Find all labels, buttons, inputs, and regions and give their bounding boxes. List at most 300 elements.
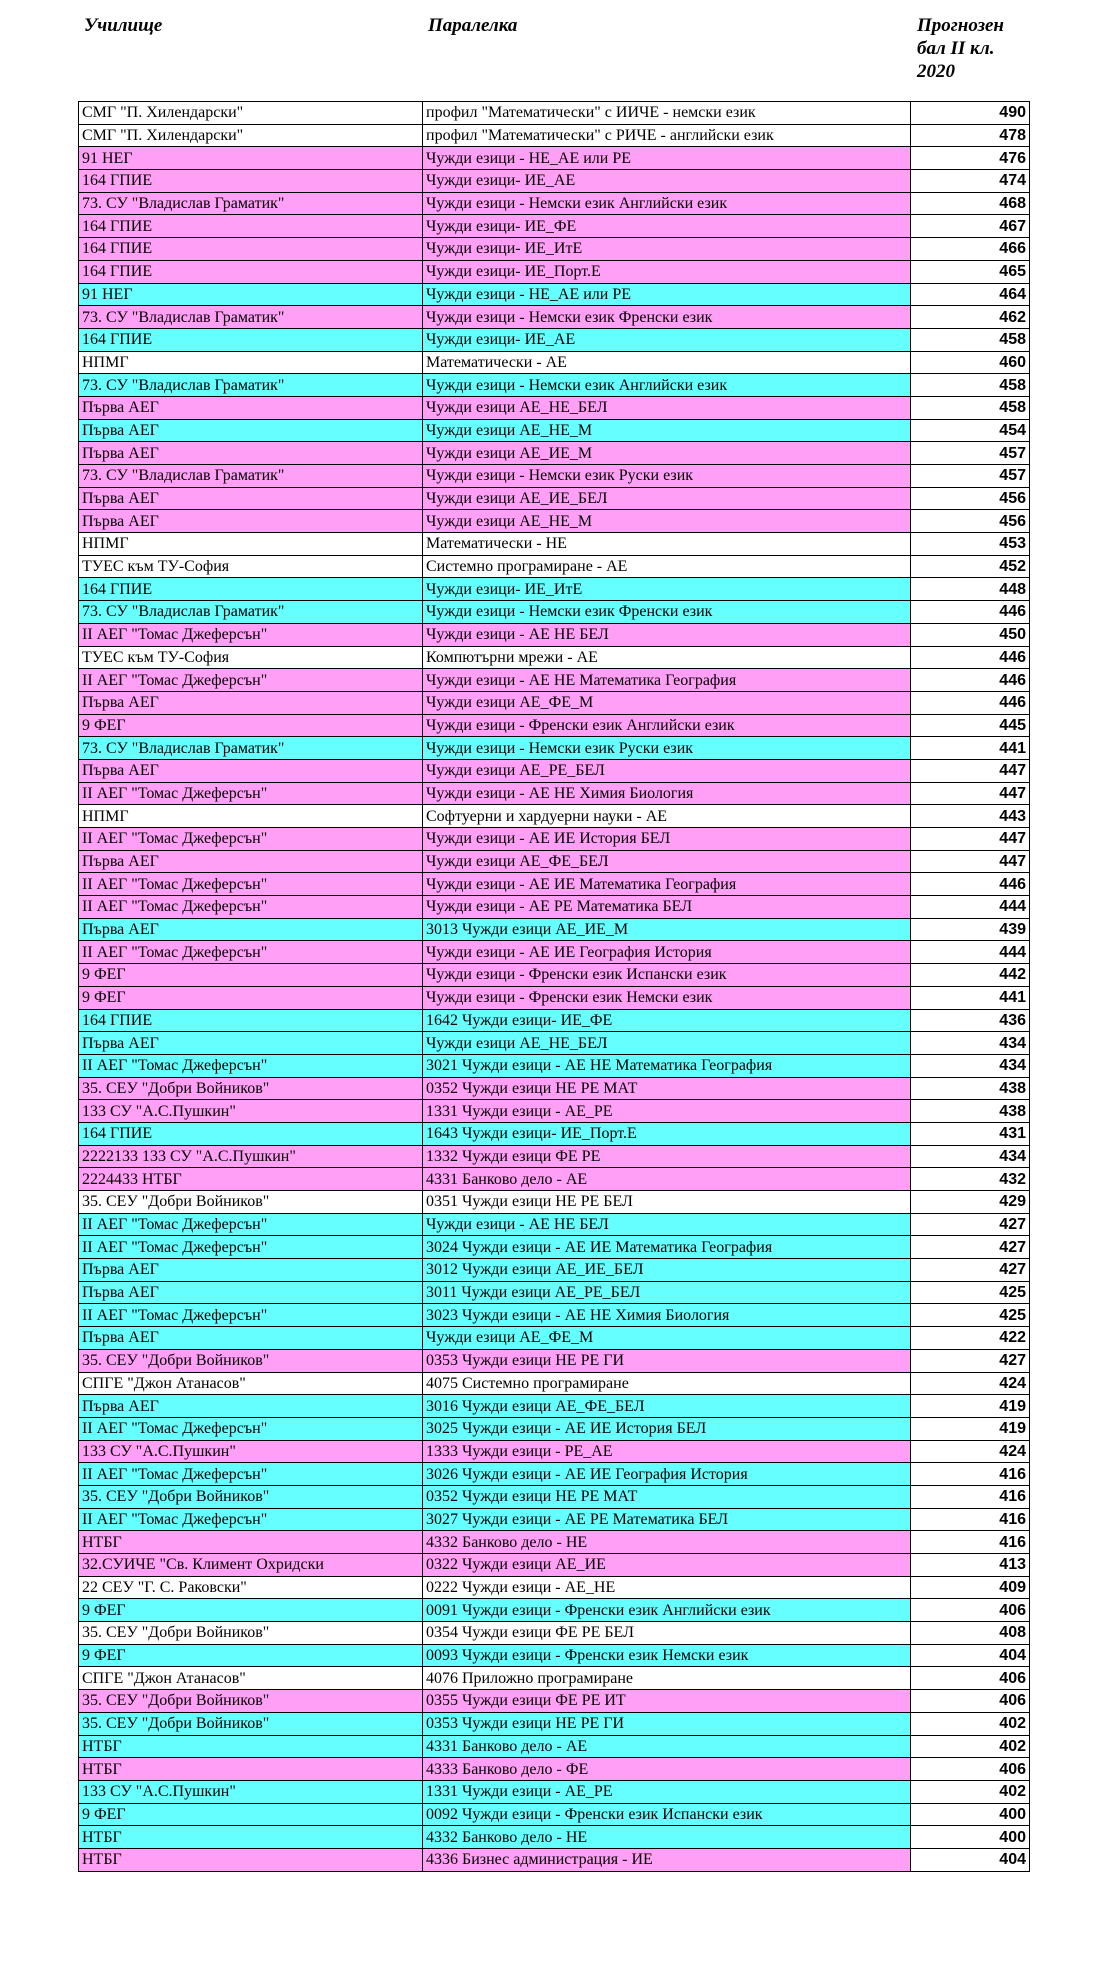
class-cell: 3016 Чужди езици АЕ_ФЕ_БЕЛ — [423, 1395, 911, 1418]
class-cell: 4332 Банково дело - НЕ — [423, 1531, 911, 1554]
table-row — [79, 1009, 1030, 1032]
class-cell: Системно програмиране - АЕ — [423, 555, 911, 578]
school-cell: II АЕГ "Томас Джеферсън" — [79, 623, 423, 646]
class-cell: Чужди езици АЕ_ФЕ_М — [423, 1327, 911, 1350]
table-row — [79, 1440, 1030, 1463]
class-cell: Чужди езици - АЕ НЕ БЕЛ — [423, 623, 911, 646]
table-row — [79, 1599, 1030, 1622]
score-cell: 446 — [911, 691, 1030, 714]
score-cell: 424 — [911, 1372, 1030, 1395]
class-cell: 4332 Банково дело - НЕ — [423, 1826, 911, 1849]
class-cell: Чужди езици- ИЕ_АЕ — [423, 328, 911, 351]
score-cell: 447 — [911, 850, 1030, 873]
score-cell: 432 — [911, 1168, 1030, 1191]
score-cell: 441 — [911, 986, 1030, 1009]
school-cell: СПГЕ "Джон Атанасов" — [79, 1372, 423, 1395]
class-cell: 4336 Бизнес администрация - ИЕ — [423, 1848, 911, 1871]
school-cell: 2222133 133 СУ "А.С.Пушкин" — [79, 1145, 423, 1168]
score-cell: 458 — [911, 328, 1030, 351]
class-cell: 1331 Чужди езици - АЕ_РЕ — [423, 1780, 911, 1803]
class-cell: Чужди езици АЕ_ФЕ_М — [423, 691, 911, 714]
table-row — [79, 759, 1030, 782]
school-cell: 164 ГПИЕ — [79, 1009, 423, 1032]
class-cell: 3011 Чужди езици АЕ_РЕ_БЕЛ — [423, 1281, 911, 1304]
table-row — [79, 215, 1030, 238]
school-cell: 91 НЕГ — [79, 147, 423, 170]
school-cell: 91 НЕГ — [79, 283, 423, 306]
class-cell: Чужди езици - Немски език Английски език — [423, 192, 911, 215]
table-row — [79, 1576, 1030, 1599]
table-row — [79, 1281, 1030, 1304]
school-cell: СМГ "П. Хилендарски" — [79, 124, 423, 147]
school-cell: 35. СЕУ "Добри Войников" — [79, 1349, 423, 1372]
table-row — [79, 419, 1030, 442]
class-cell: Чужди езици - НЕ_АЕ или РЕ — [423, 283, 911, 306]
table-row — [79, 714, 1030, 737]
school-cell: 35. СЕУ "Добри Войников" — [79, 1712, 423, 1735]
school-cell: 164 ГПИЕ — [79, 328, 423, 351]
school-cell: 9 ФЕГ — [79, 1644, 423, 1667]
school-cell: 73. СУ "Владислав Граматик" — [79, 192, 423, 215]
score-cell: 456 — [911, 487, 1030, 510]
class-cell: Чужди езици- ИЕ_ИтЕ — [423, 238, 911, 261]
score-cell: 434 — [911, 1054, 1030, 1077]
school-cell: Първа АЕГ — [79, 850, 423, 873]
table-row — [79, 283, 1030, 306]
school-cell: 164 ГПИЕ — [79, 215, 423, 238]
table-row — [79, 306, 1030, 329]
table-row — [79, 964, 1030, 987]
score-cell: 406 — [911, 1690, 1030, 1713]
school-cell: 73. СУ "Владислав Граматик" — [79, 737, 423, 760]
table-row — [79, 1168, 1030, 1191]
table-row — [79, 850, 1030, 873]
class-cell: 0352 Чужди езици НЕ РЕ МАТ — [423, 1485, 911, 1508]
score-cell: 476 — [911, 147, 1030, 170]
school-cell: Първа АЕГ — [79, 1032, 423, 1055]
class-cell: 4331 Банково дело - АЕ — [423, 1735, 911, 1758]
class-cell: Чужди езици АЕ_РЕ_БЕЛ — [423, 759, 911, 782]
school-cell: НТБГ — [79, 1758, 423, 1781]
score-cell: 408 — [911, 1622, 1030, 1645]
table-row — [79, 396, 1030, 419]
school-cell: 73. СУ "Владислав Граматик" — [79, 601, 423, 624]
ranking-table — [78, 101, 1030, 1872]
score-cell: 465 — [911, 260, 1030, 283]
class-cell: Чужди езици - Немски език Руски език — [423, 465, 911, 488]
table-row — [79, 737, 1030, 760]
table-row — [79, 873, 1030, 896]
score-cell: 429 — [911, 1191, 1030, 1214]
class-cell: 0322 Чужди езици АЕ_ИЕ — [423, 1554, 911, 1577]
class-cell: 1643 Чужди езици- ИЕ_Порт.Е — [423, 1122, 911, 1145]
class-cell: профил "Математически" с ИИЧЕ - немски език — [423, 102, 911, 125]
score-cell: 400 — [911, 1826, 1030, 1849]
score-cell: 413 — [911, 1554, 1030, 1577]
school-cell: 73. СУ "Владислав Граматик" — [79, 306, 423, 329]
school-cell: II АЕГ "Томас Джеферсън" — [79, 896, 423, 919]
score-column-header — [917, 14, 1004, 83]
table-row — [79, 1122, 1030, 1145]
table-row — [79, 1463, 1030, 1486]
table-row — [79, 1531, 1030, 1554]
school-column-header: Училище — [84, 15, 163, 36]
school-cell: 32.СУИЧЕ "Св. Климент Охридски — [79, 1554, 423, 1577]
school-cell: Първа АЕГ — [79, 1395, 423, 1418]
score-cell: 406 — [911, 1599, 1030, 1622]
table-row — [79, 487, 1030, 510]
school-cell: II АЕГ "Томас Джеферсън" — [79, 941, 423, 964]
table-row — [79, 192, 1030, 215]
school-cell: 9 ФЕГ — [79, 986, 423, 1009]
school-cell: Първа АЕГ — [79, 691, 423, 714]
score-cell: 454 — [911, 419, 1030, 442]
score-cell: 462 — [911, 306, 1030, 329]
score-cell: 490 — [911, 102, 1030, 125]
score-header-line-3: 2020 — [917, 61, 955, 82]
score-cell: 452 — [911, 555, 1030, 578]
table-row — [79, 238, 1030, 261]
school-cell: НТБГ — [79, 1848, 423, 1871]
score-cell: 416 — [911, 1531, 1030, 1554]
table-row — [79, 465, 1030, 488]
table-row — [79, 1191, 1030, 1214]
score-cell: 416 — [911, 1463, 1030, 1486]
table-row — [79, 646, 1030, 669]
table-row — [79, 782, 1030, 805]
ranking-table-body — [79, 102, 1030, 1872]
table-row — [79, 805, 1030, 828]
score-cell: 464 — [911, 283, 1030, 306]
score-cell: 458 — [911, 396, 1030, 419]
score-cell: 404 — [911, 1848, 1030, 1871]
school-cell: 9 ФЕГ — [79, 1803, 423, 1826]
school-cell: II АЕГ "Томас Джеферсън" — [79, 1304, 423, 1327]
school-cell: НПМГ — [79, 533, 423, 556]
score-cell: 444 — [911, 896, 1030, 919]
score-cell: 409 — [911, 1576, 1030, 1599]
score-cell: 419 — [911, 1417, 1030, 1440]
table-row — [79, 1826, 1030, 1849]
score-cell: 434 — [911, 1145, 1030, 1168]
table-row — [79, 1372, 1030, 1395]
score-cell: 416 — [911, 1508, 1030, 1531]
school-cell: 35. СЕУ "Добри Войников" — [79, 1191, 423, 1214]
table-row — [79, 941, 1030, 964]
table-row — [79, 669, 1030, 692]
score-cell: 441 — [911, 737, 1030, 760]
score-cell: 431 — [911, 1122, 1030, 1145]
class-cell: Чужди езици АЕ_НЕ_БЕЛ — [423, 396, 911, 419]
score-cell: 467 — [911, 215, 1030, 238]
school-cell: 164 ГПИЕ — [79, 578, 423, 601]
score-cell: 453 — [911, 533, 1030, 556]
class-cell: Чужди езици АЕ_ИЕ_БЕЛ — [423, 487, 911, 510]
table-row — [79, 1236, 1030, 1259]
school-cell: 22 СЕУ "Г. С. Раковски" — [79, 1576, 423, 1599]
class-cell: 3021 Чужди езици - АЕ НЕ Математика География — [423, 1054, 911, 1077]
table-row — [79, 533, 1030, 556]
table-row — [79, 1395, 1030, 1418]
class-cell: 0353 Чужди езици НЕ РЕ ГИ — [423, 1349, 911, 1372]
table-row — [79, 1485, 1030, 1508]
class-cell: 3024 Чужди езици - АЕ ИЕ Математика География — [423, 1236, 911, 1259]
table-row — [79, 1145, 1030, 1168]
score-cell: 416 — [911, 1485, 1030, 1508]
table-row — [79, 1554, 1030, 1577]
score-cell: 443 — [911, 805, 1030, 828]
score-cell: 457 — [911, 465, 1030, 488]
class-cell: 1642 Чужди езици- ИЕ_ФЕ — [423, 1009, 911, 1032]
score-cell: 427 — [911, 1213, 1030, 1236]
table-row — [79, 510, 1030, 533]
table-row — [79, 1054, 1030, 1077]
class-cell: Чужди езици - АЕ НЕ Математика География — [423, 669, 911, 692]
table-row — [79, 328, 1030, 351]
class-cell: Чужди езици АЕ_НЕ_М — [423, 419, 911, 442]
table-row — [79, 374, 1030, 397]
school-cell: 133 СУ "А.С.Пушкин" — [79, 1440, 423, 1463]
score-cell: 446 — [911, 669, 1030, 692]
score-cell: 400 — [911, 1803, 1030, 1826]
school-cell: 2224433 НТБГ — [79, 1168, 423, 1191]
table-row — [79, 351, 1030, 374]
table-row — [79, 1032, 1030, 1055]
class-cell: Чужди езици - Френски език Немски език — [423, 986, 911, 1009]
table-row — [79, 147, 1030, 170]
school-cell: 164 ГПИЕ — [79, 170, 423, 193]
score-cell: 402 — [911, 1780, 1030, 1803]
score-cell: 406 — [911, 1667, 1030, 1690]
school-cell: НТБГ — [79, 1735, 423, 1758]
class-cell: 0352 Чужди езици НЕ РЕ МАТ — [423, 1077, 911, 1100]
table-row — [79, 896, 1030, 919]
school-cell: 35. СЕУ "Добри Войников" — [79, 1690, 423, 1713]
class-cell: Чужди езици - НЕ_АЕ или РЕ — [423, 147, 911, 170]
class-cell: 4331 Банково дело - АЕ — [423, 1168, 911, 1191]
school-cell: II АЕГ "Томас Джеферсън" — [79, 1508, 423, 1531]
score-cell: 406 — [911, 1758, 1030, 1781]
table-row — [79, 1803, 1030, 1826]
score-cell: 447 — [911, 759, 1030, 782]
score-cell: 402 — [911, 1712, 1030, 1735]
score-cell: 446 — [911, 646, 1030, 669]
score-cell: 434 — [911, 1032, 1030, 1055]
school-cell: 164 ГПИЕ — [79, 260, 423, 283]
school-cell: НТБГ — [79, 1826, 423, 1849]
class-column-header: Паралелка — [428, 15, 518, 36]
class-cell: 4076 Приложно програмиране — [423, 1667, 911, 1690]
school-cell: II АЕГ "Томас Джеферсън" — [79, 1236, 423, 1259]
school-cell: НТБГ — [79, 1531, 423, 1554]
school-cell: НПМГ — [79, 351, 423, 374]
score-header-line-2: бал II кл. — [917, 38, 995, 59]
table-row — [79, 1213, 1030, 1236]
score-cell: 457 — [911, 442, 1030, 465]
class-cell: Чужди езици - АЕ НЕ БЕЛ — [423, 1213, 911, 1236]
class-cell: Чужди езици - АЕ ИЕ География История — [423, 941, 911, 964]
class-cell: Математически - НЕ — [423, 533, 911, 556]
school-cell: II АЕГ "Томас Джеферсън" — [79, 1463, 423, 1486]
table-row — [79, 260, 1030, 283]
score-cell: 447 — [911, 782, 1030, 805]
class-cell: Чужди езици АЕ_ИЕ_М — [423, 442, 911, 465]
school-cell: Първа АЕГ — [79, 419, 423, 442]
school-cell: 35. СЕУ "Добри Войников" — [79, 1622, 423, 1645]
school-cell: Първа АЕГ — [79, 396, 423, 419]
class-cell: Чужди езици - АЕ РЕ Математика БЕЛ — [423, 896, 911, 919]
score-cell: 402 — [911, 1735, 1030, 1758]
score-cell: 424 — [911, 1440, 1030, 1463]
school-cell: 133 СУ "А.С.Пушкин" — [79, 1100, 423, 1123]
school-cell: 73. СУ "Владислав Граматик" — [79, 374, 423, 397]
score-cell: 478 — [911, 124, 1030, 147]
school-cell: ТУЕС към ТУ-София — [79, 646, 423, 669]
score-cell: 474 — [911, 170, 1030, 193]
score-cell: 425 — [911, 1304, 1030, 1327]
score-cell: 427 — [911, 1236, 1030, 1259]
class-cell: Чужди езици - АЕ ИЕ Математика География — [423, 873, 911, 896]
school-cell: 164 ГПИЕ — [79, 1122, 423, 1145]
table-row — [79, 1327, 1030, 1350]
score-cell: 427 — [911, 1349, 1030, 1372]
score-header-line-1: Прогнозен — [917, 15, 1004, 36]
class-cell: 0353 Чужди езици НЕ РЕ ГИ — [423, 1712, 911, 1735]
school-cell: 9 ФЕГ — [79, 714, 423, 737]
school-cell: СПГЕ "Джон Атанасов" — [79, 1667, 423, 1690]
table-row — [79, 1304, 1030, 1327]
class-cell: 3013 Чужди езици АЕ_ИЕ_М — [423, 918, 911, 941]
school-cell: II АЕГ "Томас Джеферсън" — [79, 1054, 423, 1077]
table-row — [79, 1780, 1030, 1803]
class-cell: Чужди езици - Френски език Английски език — [423, 714, 911, 737]
school-cell: Първа АЕГ — [79, 442, 423, 465]
class-cell: 3025 Чужди езици - АЕ ИЕ История БЕЛ — [423, 1417, 911, 1440]
table-row — [79, 1077, 1030, 1100]
class-cell: 4333 Банково дело - ФЕ — [423, 1758, 911, 1781]
score-cell: 422 — [911, 1327, 1030, 1350]
school-cell: 35. СЕУ "Добри Войников" — [79, 1485, 423, 1508]
score-cell: 442 — [911, 964, 1030, 987]
score-cell: 439 — [911, 918, 1030, 941]
table-row — [79, 1712, 1030, 1735]
table-row — [79, 918, 1030, 941]
school-cell: II АЕГ "Томас Джеферсън" — [79, 1417, 423, 1440]
class-cell: Чужди езици - Немски език Английски език — [423, 374, 911, 397]
class-cell: Чужди езици АЕ_ФЕ_БЕЛ — [423, 850, 911, 873]
class-cell: Чужди езици - Немски език Френски език — [423, 306, 911, 329]
score-cell: 448 — [911, 578, 1030, 601]
class-cell: Чужди езици- ИЕ_ИтЕ — [423, 578, 911, 601]
table-row — [79, 1644, 1030, 1667]
class-cell: 0093 Чужди езици - Френски език Немски език — [423, 1644, 911, 1667]
class-cell: 0355 Чужди езици ФЕ РЕ ИТ — [423, 1690, 911, 1713]
school-cell: II АЕГ "Томас Джеферсън" — [79, 828, 423, 851]
school-cell: ТУЕС към ТУ-София — [79, 555, 423, 578]
class-cell: Чужди езици- ИЕ_ФЕ — [423, 215, 911, 238]
table-row — [79, 623, 1030, 646]
table-row — [79, 1417, 1030, 1440]
class-cell: Чужди езици - Немски език Руски език — [423, 737, 911, 760]
class-cell: 1331 Чужди езици - АЕ_РЕ — [423, 1100, 911, 1123]
school-cell: 133 СУ "А.С.Пушкин" — [79, 1780, 423, 1803]
score-cell: 404 — [911, 1644, 1030, 1667]
score-cell: 446 — [911, 601, 1030, 624]
score-cell: 447 — [911, 828, 1030, 851]
table-row — [79, 1758, 1030, 1781]
class-cell: 1332 Чужди езици ФЕ РЕ — [423, 1145, 911, 1168]
school-cell: Първа АЕГ — [79, 759, 423, 782]
class-cell: 3023 Чужди езици - АЕ НЕ Химия Биология — [423, 1304, 911, 1327]
table-row — [79, 578, 1030, 601]
table-row — [79, 1690, 1030, 1713]
school-cell: II АЕГ "Томас Джеферсън" — [79, 1213, 423, 1236]
score-cell: 460 — [911, 351, 1030, 374]
class-cell: 0351 Чужди езици НЕ РЕ БЕЛ — [423, 1191, 911, 1214]
table-row — [79, 102, 1030, 125]
table-row — [79, 1349, 1030, 1372]
score-cell: 425 — [911, 1281, 1030, 1304]
score-cell: 458 — [911, 374, 1030, 397]
table-row — [79, 1622, 1030, 1645]
school-cell: Първа АЕГ — [79, 1327, 423, 1350]
score-cell: 427 — [911, 1259, 1030, 1282]
class-cell: 4075 Системно програмиране — [423, 1372, 911, 1395]
school-cell: II АЕГ "Томас Джеферсън" — [79, 669, 423, 692]
table-row — [79, 555, 1030, 578]
class-cell: 0091 Чужди езици - Френски език Английски език — [423, 1599, 911, 1622]
class-cell: Чужди езици - Немски език Френски език — [423, 601, 911, 624]
school-cell: Първа АЕГ — [79, 487, 423, 510]
class-cell: 3026 Чужди езици - АЕ ИЕ География История — [423, 1463, 911, 1486]
school-cell: II АЕГ "Томас Джеферсън" — [79, 782, 423, 805]
school-cell: 9 ФЕГ — [79, 964, 423, 987]
school-cell: Първа АЕГ — [79, 918, 423, 941]
class-cell: 3027 Чужди езици - АЕ РЕ Математика БЕЛ — [423, 1508, 911, 1531]
score-cell: 438 — [911, 1100, 1030, 1123]
table-row — [79, 124, 1030, 147]
table-row — [79, 691, 1030, 714]
class-cell: Чужди езици - АЕ НЕ Химия Биология — [423, 782, 911, 805]
score-cell: 468 — [911, 192, 1030, 215]
school-cell: II АЕГ "Томас Джеферсън" — [79, 873, 423, 896]
score-cell: 419 — [911, 1395, 1030, 1418]
table-row — [79, 986, 1030, 1009]
table-row — [79, 170, 1030, 193]
class-cell: Чужди езици - АЕ ИЕ История БЕЛ — [423, 828, 911, 851]
class-cell: Чужди езици АЕ_НЕ_М — [423, 510, 911, 533]
table-row — [79, 828, 1030, 851]
score-cell: 446 — [911, 873, 1030, 896]
class-cell: профил "Математически" с РИЧЕ - английски език — [423, 124, 911, 147]
score-cell: 444 — [911, 941, 1030, 964]
score-cell: 438 — [911, 1077, 1030, 1100]
class-cell: Чужди езици АЕ_НЕ_БЕЛ — [423, 1032, 911, 1055]
class-cell: Чужди езици- ИЕ_АЕ — [423, 170, 911, 193]
school-cell: СМГ "П. Хилендарски" — [79, 102, 423, 125]
score-cell: 456 — [911, 510, 1030, 533]
school-cell: Първа АЕГ — [79, 1259, 423, 1282]
school-cell: Първа АЕГ — [79, 1281, 423, 1304]
class-cell: Математически - АЕ — [423, 351, 911, 374]
table-row — [79, 1508, 1030, 1531]
class-cell: 0354 Чужди езици ФЕ РЕ БЕЛ — [423, 1622, 911, 1645]
table-row — [79, 1259, 1030, 1282]
score-cell: 466 — [911, 238, 1030, 261]
school-cell: НПМГ — [79, 805, 423, 828]
school-cell: 164 ГПИЕ — [79, 238, 423, 261]
score-cell: 436 — [911, 1009, 1030, 1032]
